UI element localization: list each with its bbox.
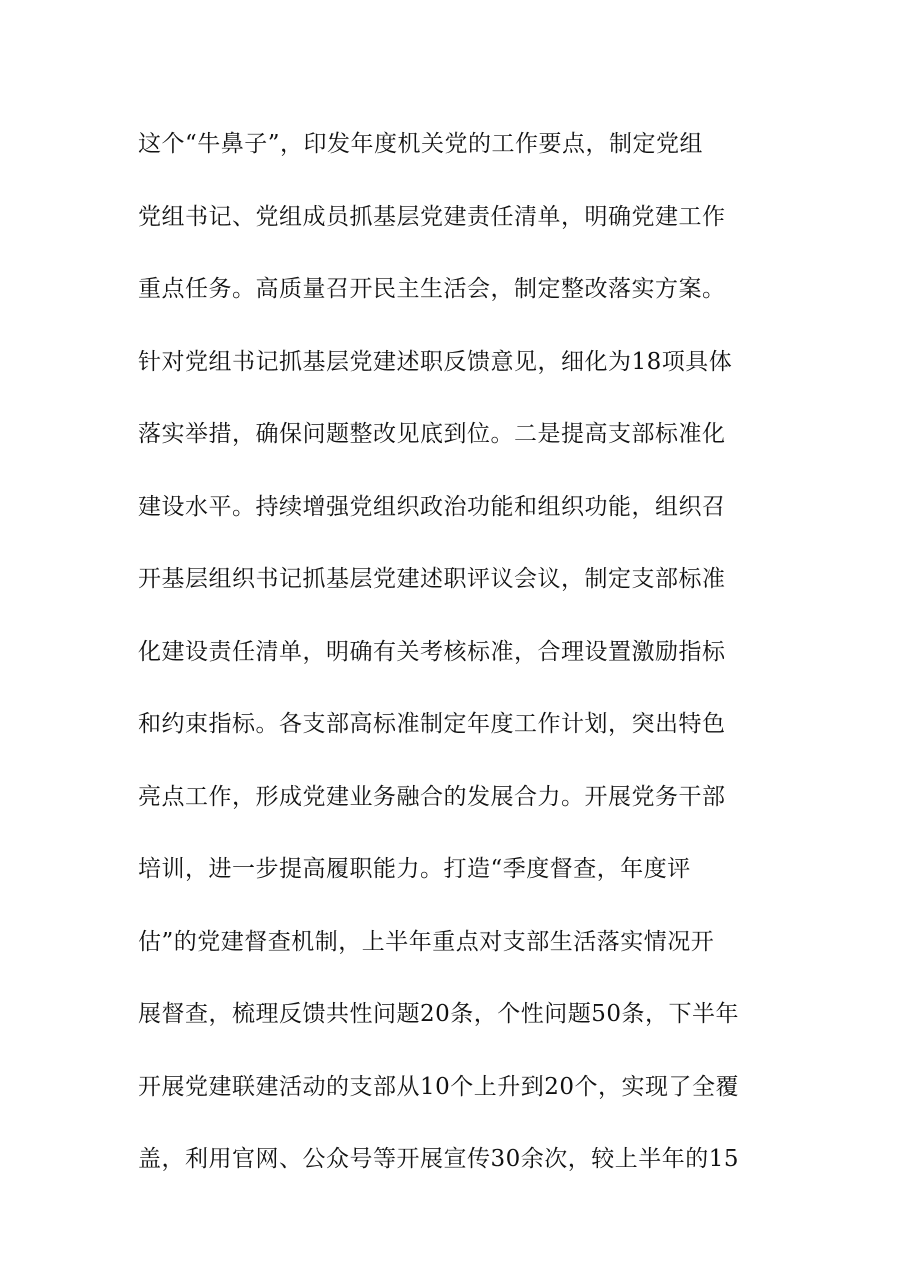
text-line: 盖，利用官网、公众号等开展宣传30余次，较上半年的15 bbox=[138, 1146, 740, 1172]
text-line: 开展党建联建活动的支部从10个上升到20个，实现了全覆 bbox=[138, 1073, 740, 1100]
text-line: 培训，进一步提高履职能力。打造“季度督查，年度评 bbox=[138, 856, 691, 882]
text-line: 党组书记、党组成员抓基层党建责任清单，明确党建工作 bbox=[138, 203, 726, 230]
text-line: 建设水平。持续增强党组织政治功能和组织功能，组织召 bbox=[138, 493, 726, 520]
text-line: 估”的党建督查机制，上半年重点对支部生活落实情况开 bbox=[138, 928, 715, 955]
text-line: 展督查，梳理反馈共性问题20条，个性问题50条，下半年 bbox=[138, 1001, 740, 1027]
text-line: 落实举措，确保问题整改见底到位。二是提高支部标准化 bbox=[138, 421, 726, 447]
text-line: 这个“牛鼻子”，印发年度机关党的工作要点，制定党组 bbox=[138, 131, 704, 157]
text-line: 针对党组书记抓基层党建述职反馈意见，细化为18项具体 bbox=[138, 348, 733, 375]
text-line: 开基层组织书记抓基层党建述职评议会议，制定支部标准 bbox=[138, 566, 726, 592]
text-line: 亮点工作，形成党建业务融合的发展合力。开展党务干部 bbox=[138, 783, 726, 810]
text-line: 和约束指标。各支部高标准制定年度工作计划，突出特色 bbox=[138, 711, 726, 737]
text-line: 重点任务。高质量召开民主生活会，制定整改落实方案。 bbox=[138, 276, 726, 302]
body-text bbox=[138, 120, 778, 1208]
text-line: 化建设责任清单，明确有关考核标准，合理设置激励指标 bbox=[138, 638, 726, 665]
